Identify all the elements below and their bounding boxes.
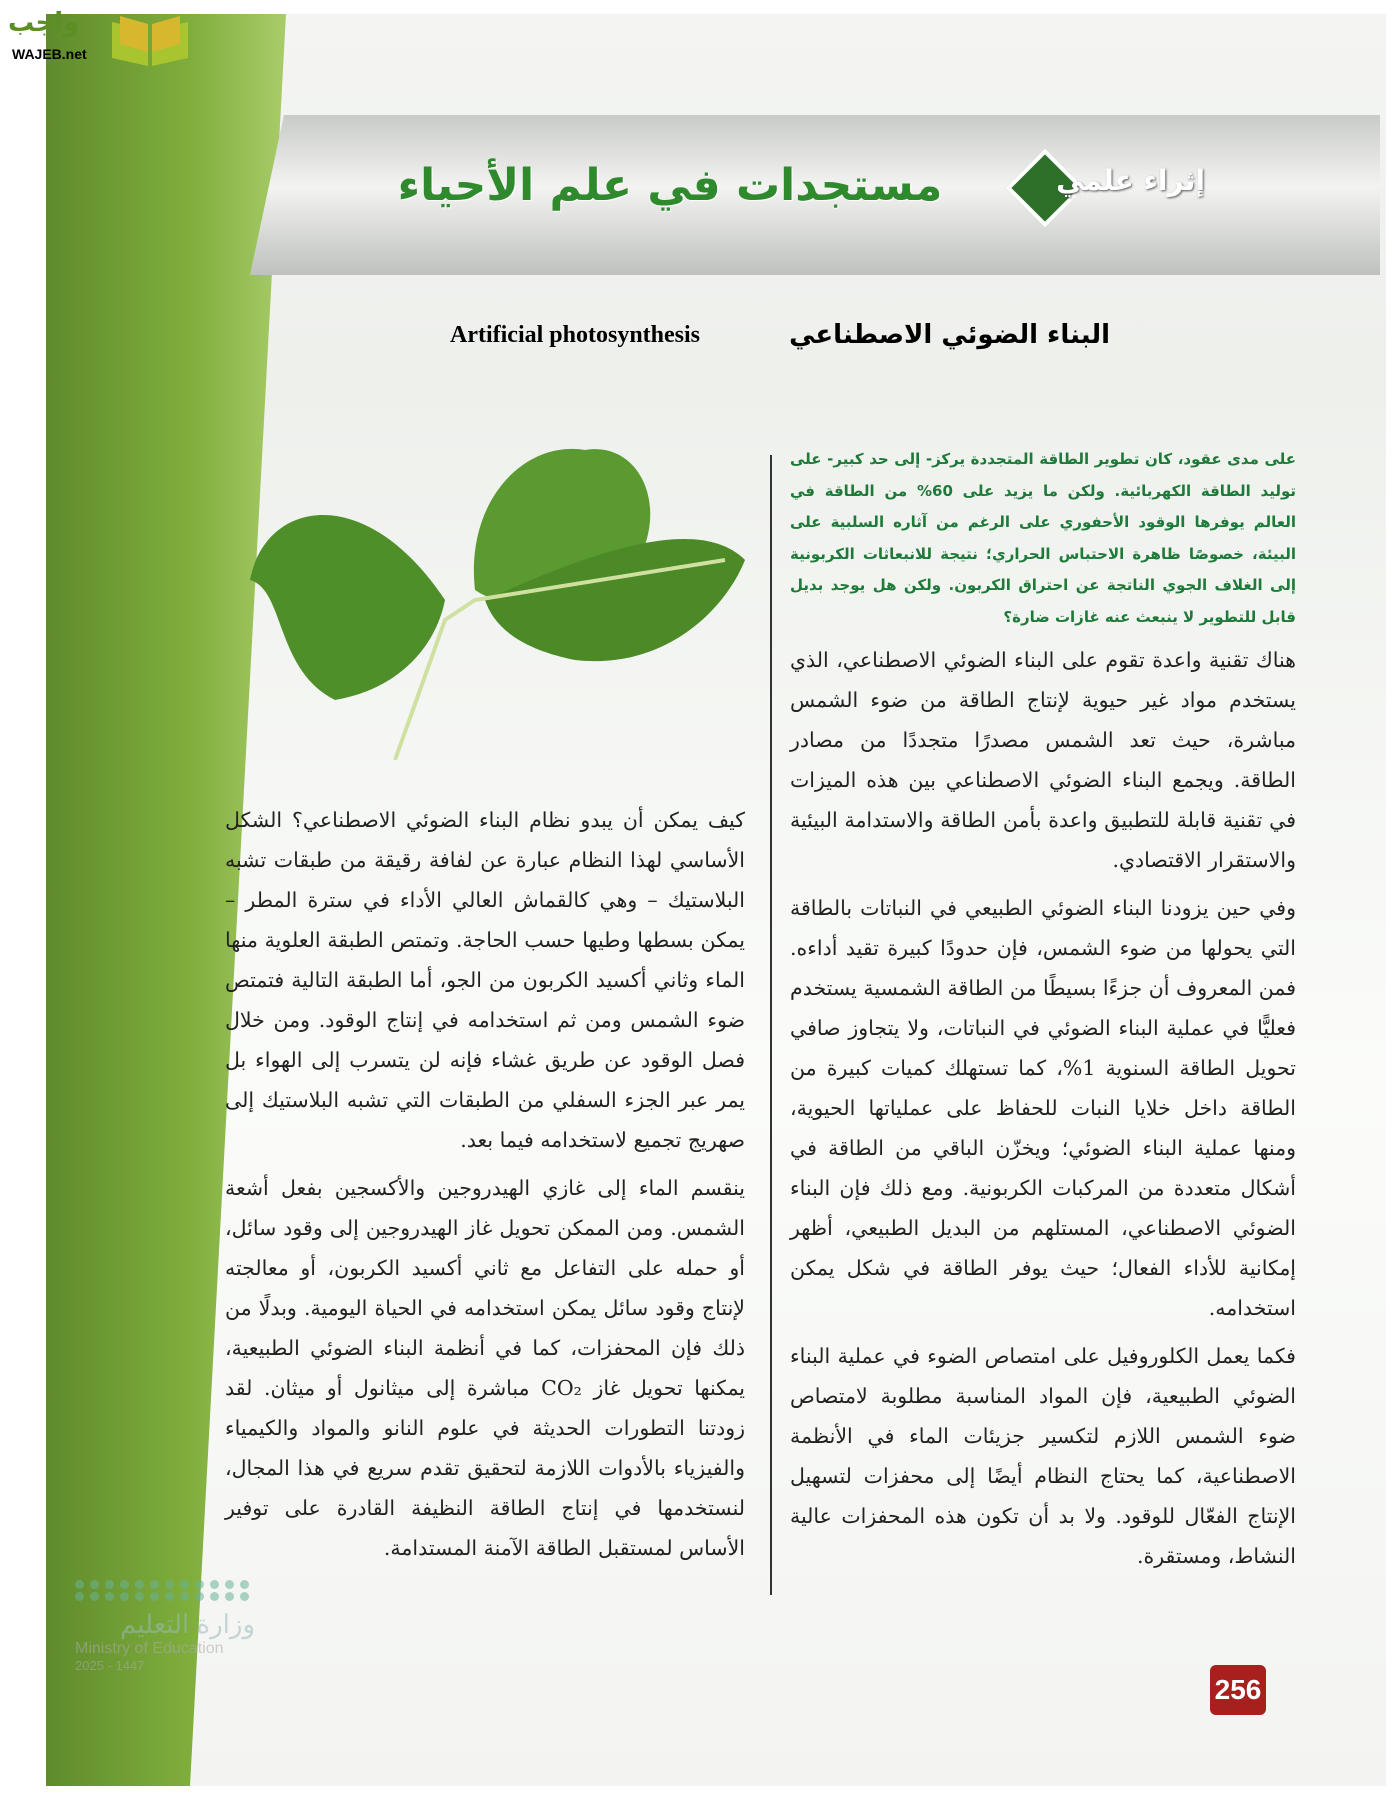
leaf-image — [245, 440, 755, 760]
subtitle-en: Artificial photosynthesis — [450, 321, 701, 348]
intro-paragraph: على مدى عقود، كان تطوير الطاقة المتجددة يركز- إلى حد كبير- على توليد الطاقة الكهربائية. ولكن ما يزيد على 60% من الطاقة في العالم يوفرها الوقود الأحفوري على الرغم من آثاره السلبية على البيئة، خصوصًا ظاهرة الاحتباس الحراري؛ نتيجة للانبعاثات الكربونية إلى الغلاف الجوي الناتجة عن احتراق الكربون. ولكن هل يوجد بديل قابل للتطوير لا ينبعث عنه غازات ضارة؟ — [790, 450, 1296, 626]
dots-icon — [75, 1580, 255, 1601]
book-icon — [108, 12, 192, 68]
paragraph: ينقسم الماء إلى غازي الهيدروجين والأكسجين بفعل أشعة الشمس. ومن الممكن تحويل غاز الهيدروجين إلى وقود سائل، أو حمله على التفاعل مع ثاني أكسيد الكربون، أو معالجته لإنتاج وقود سائل يمكن استخدامه في الحياة اليومية. وبدلًا من ذلك فإن المحفزات، كما في أنظمة البناء الضوئي الطبيعية، يمكنها تحويل غاز CO₂ مباشرة إلى ميثانول أو ميثان. لقد زودتنا التطورات الحديثة في علوم النانو والمواد والكيمياء والفيزياء بالأدوات اللازمة لتحقيق تقدم سريع في هذا المجال، لنستخدمها في إنتاج الطاقة النظيفة القادرة على توفير الأساس لمستقبل الطاقة الآمنة المستدامة. — [225, 1176, 746, 1560]
column-divider — [770, 455, 772, 1595]
wajeb-logo[interactable] — [8, 8, 188, 66]
paragraph: كيف يمكن أن يبدو نظام البناء الضوئي الاصطناعي؟ الشكل الأساسي لهذا النظام عبارة عن لفافة رقيقة من طبقات تشبه البلاستيك – وهي كالقماش العالي الأداء في سترة المطر – يمكن بسطها وطيها حسب الحاجة. وتمتص الطبقة العلوية منها الماء وثاني أكسيد الكربون من الجو، أما الطبقة التالية فتمتص ضوء الشمس ومن ثم استخدامه في إنتاج الوقود. ومن خلال فصل الوقود عن طريق غشاء فإنه لن يتسرب إلى الهواء بل يمر عبر الجزء السفلي من الطبقات التي تشبه البلاستيك إلى صهريج تجميع لاستخدامه فيما بعد. — [225, 808, 745, 1152]
logo-text-en: WAJEB.net — [12, 46, 87, 62]
ministry-name-ar: وزارة التعليم — [119, 1609, 255, 1639]
paragraph: فكما يعمل الكلوروفيل على امتصاص الضوء في عملية البناء الضوئي الطبيعية، فإن المواد المناسبة مطلوبة لامتصاص ضوء الشمس اللازم لتكسير جزيئات الماء في الأنظمة الاصطناعية، كما يحتاج النظام أيضًا إلى محفزات لتسهيل الإنتاج الفعّال للوقود. ولا بد أن تكون هذه المحفزات عالية النشاط، ومستقرة. — [790, 1344, 1296, 1568]
section-badge — [1005, 148, 1205, 228]
paragraph: هناك تقنية واعدة تقوم على البناء الضوئي الاصطناعي، الذي يستخدم مواد غير حيوية لإنتاج الطاقة من ضوء الشمس مباشرة، حيث تعد الشمس مصدرًا متجددًا من مصادر الطاقة. ويجمع البناء الضوئي الاصطناعي بين هذه الميزات في تقنية قابلة للتطبيق واعدة بأمن الطاقة والاستدامة البيئية والاستقرار الاقتصادي. — [790, 648, 1296, 872]
page-number: 256 — [1210, 1665, 1266, 1715]
ministry-name-en: Ministry of Education — [75, 1640, 224, 1657]
article-subtitle — [450, 320, 1110, 350]
paragraph: وفي حين يزودنا البناء الضوئي الطبيعي في النباتات بالطاقة التي يحولها من ضوء الشمس، فإن حدودًا كبيرة تقيد أداءه. فمن المعروف أن جزءًا بسيطًا من الطاقة الشمسية يستخدم فعليًّا في عملية البناء الضوئي في النباتات، ولا يتجاوز صافي تحويل الطاقة السنوية 1%، كما تستهلك كميات كبيرة من الطاقة داخل خلايا النبات للحفاظ على عملياتها الحيوية، ومنها عملية البناء الضوئي؛ ويخزّن الباقي من الطاقة في أشكال متعددة من المركبات الكربونية. ومع ذلك فإن البناء الضوئي الاصطناعي، المستلهم من البديل الطبيعي، أظهر إمكانية للأداء الفعال؛ حيث يوفر الطاقة في شكل يمكن استخدامه. — [790, 896, 1296, 1320]
ministry-year: 2025 - 1447 — [75, 1658, 145, 1673]
ministry-logo — [75, 1580, 255, 1673]
logo-text-ar: واجب — [8, 8, 80, 38]
page-title: مستجدات في علم الأحياء — [397, 160, 943, 211]
subtitle-ar: البناء الضوئي الاصطناعي — [789, 320, 1110, 350]
right-column — [790, 640, 1296, 1584]
badge-label: إثراء علمي — [1056, 164, 1205, 197]
left-column — [225, 800, 745, 1576]
